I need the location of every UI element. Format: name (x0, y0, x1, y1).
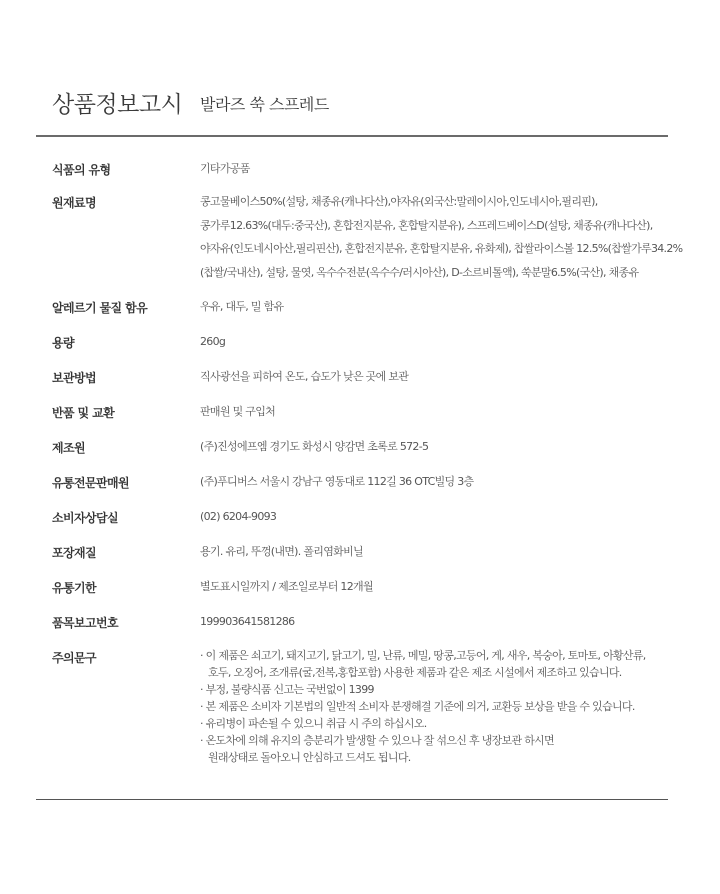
caution-note: 원래상태로 돌아오니 안심하고 드셔도 됩니다. (208, 751, 411, 764)
row-label: 유통기한 (52, 581, 96, 595)
caution-note: · 이 제품은 쇠고기, 돼지고기, 닭고기, 밀, 난류, 메밀, 땅콩,고등어, 게, 새우, 복숭아, 토마토, 아황산류, (200, 649, 646, 662)
caution-note: · 온도차에 의해 유지의 층분리가 발생할 수 있으나 잘 섞으신 후 냉장보관 하시면 (200, 734, 554, 747)
page-title: 상품정보고시 (52, 92, 183, 118)
row-label: 유통전문판매원 (52, 476, 129, 490)
caution-note: · 유리병이 파손될 수 있으니 취급 시 주의 하십시오. (200, 717, 427, 730)
row-label: 반품 및 교환 (52, 406, 115, 420)
caution-note: · 부정, 불량식품 신고는 국번없이 1399 (200, 683, 374, 696)
row-label: 알레르기 물질 함유 (52, 301, 148, 315)
bottom-divider (36, 799, 668, 800)
ingredients-line: (찹쌀/국내산), 설탕, 물엿, 옥수수전분(옥수수/러시아산), D-소르비톨액), 쑥분말6.5%(국산), 채종유 (200, 265, 639, 279)
row-label: 포장재질 (52, 546, 96, 560)
ingredients-list (200, 190, 683, 284)
row-label: 용량 (52, 336, 74, 350)
row-value: 판매원 및 구입처 (200, 405, 276, 418)
product-name: 발라즈 쑥 스프레드 (200, 95, 329, 114)
row-label: 식품의 유형 (52, 163, 111, 177)
row-value: 우유, 대두, 밀 함유 (200, 300, 284, 313)
caution-note: · 본 제품은 소비자 기본법의 일반적 소비자 분쟁해결 기준에 의거, 교환등 보상을 받을 수 있습니다. (200, 700, 635, 713)
row-value: (주)푸디버스 서울시 강남구 영동대로 112길 36 OTC빌딩 3층 (200, 475, 474, 488)
row-value: (주)진성에프엠 경기도 화성시 양감면 초록로 572-5 (200, 440, 429, 453)
row-label: 소비자상담실 (52, 511, 118, 525)
row-label: 주의문구 (52, 651, 96, 665)
row-value: (02) 6204-9093 (200, 510, 277, 523)
caution-note: 호두, 오징어, 조개류(굴,전복,홍합포함) 사용한 제품과 같은 제조 시설에서 제조하고 있습니다. (208, 666, 622, 679)
row-label: 제조원 (52, 441, 85, 455)
row-value: 별도표시일까지 / 제조일로부터 12개월 (200, 580, 373, 593)
row-value: 260g (200, 335, 226, 348)
row-value: 용기. 유리, 뚜껑(내면). 폴리염화비닐 (200, 545, 363, 558)
row-label: 원재료명 (52, 196, 96, 210)
ingredients-line: 콩고물베이스50%(설탕, 채종유(캐나다산),야자유(외국산:말레이시아,인도네시아,필리핀), (200, 195, 598, 208)
top-divider (36, 135, 668, 137)
row-label: 보관방법 (52, 371, 96, 385)
ingredients-line: 콩가루12.63%(대두:중국산), 혼합전지분유, 혼합탈지분유), 스프레드베이스D(설탕, 채종유(캐나다산), (200, 218, 653, 232)
row-value: 직사광선을 피하여 온도, 습도가 낮은 곳에 보관 (200, 370, 409, 383)
row-value: 19990364158128​6 (200, 615, 295, 628)
row-label: 품목보고번호 (52, 616, 118, 630)
ingredients-line: 야자유(인도네시아산,필리핀산), 혼합전지분유, 혼합탈지분유, 유화제), 찹쌀라이스볼 12.5%(찹쌀가루34.2% (200, 242, 683, 255)
row-value: 기타가공품 (200, 162, 250, 175)
caution-notes (200, 647, 670, 766)
